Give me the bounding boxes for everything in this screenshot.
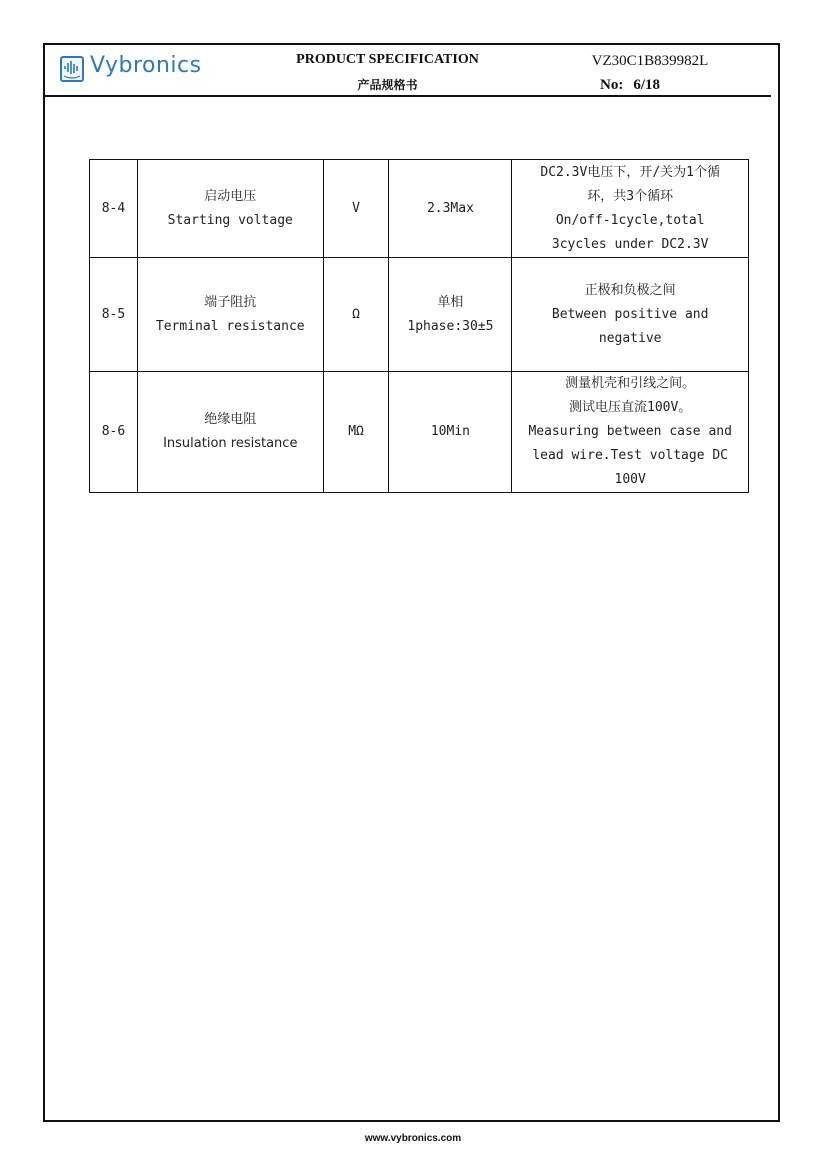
row-number: 8-6 <box>90 372 138 493</box>
specification-table <box>89 159 749 493</box>
page-number-label: No: <box>600 77 624 93</box>
page-number <box>600 77 700 94</box>
condition-line: 100V <box>614 472 646 487</box>
value-cell: 2.3Max <box>389 160 512 258</box>
header-divider <box>43 95 771 97</box>
page-number-value: 6/18 <box>633 77 660 93</box>
logo-icon <box>60 56 84 82</box>
condition-cell <box>512 160 749 258</box>
condition-line: 3cycles under DC2.3V <box>551 236 709 252</box>
unit-cell: Ω <box>323 258 389 372</box>
condition-line: DC2.3V电压下，开/关为1个循 <box>540 164 720 180</box>
item-name-en: Starting voltage <box>167 212 293 228</box>
spec-title: PRODUCT SPECIFICATION <box>296 52 479 67</box>
table-row <box>90 160 749 258</box>
table-row <box>90 372 749 493</box>
unit-cell: MΩ <box>323 372 389 493</box>
condition-cell <box>512 258 749 372</box>
condition-line: 测试电压直流100V。 <box>569 400 692 415</box>
unit-cell: V <box>323 160 389 258</box>
condition-line: lead wire.Test voltage DC <box>532 448 729 463</box>
condition-cell <box>512 372 749 493</box>
item-name-en: Insulation resistance <box>163 436 298 451</box>
condition-line: Measuring between case and <box>528 424 732 439</box>
footer-url: www.vybronics.com <box>364 1133 462 1144</box>
value-text: 1phase:30±5 <box>407 318 494 334</box>
table-row <box>90 258 749 372</box>
condition-line: 测量机壳和引线之间。 <box>565 376 696 391</box>
condition-line: Between positive and <box>551 306 709 322</box>
row-number: 8-4 <box>90 160 138 258</box>
spec-title-cn: 产品规格书 <box>357 78 418 92</box>
item-name-en: Terminal resistance <box>155 318 305 334</box>
value-cell: 10Min <box>389 372 512 493</box>
vybronics-logo <box>60 53 220 86</box>
item-name-cn: 端子阻抗 <box>204 294 257 310</box>
item-name-cn: 启动电压 <box>204 188 257 204</box>
row-number: 8-5 <box>90 258 138 372</box>
condition-line: 正极和负极之间 <box>584 282 676 298</box>
condition-line: negative <box>598 330 662 346</box>
document-code: VZ30C1B839982L <box>591 53 709 69</box>
condition-line: On/off-1cycle,total <box>555 212 705 228</box>
item-cell <box>137 372 323 493</box>
value-name-cn: 单相 <box>437 294 464 310</box>
item-cell <box>137 160 323 258</box>
item-cell <box>137 258 323 372</box>
condition-line: 环，共3个循环 <box>587 188 674 204</box>
logo-text: Vybronics <box>90 53 202 78</box>
value-cell <box>389 258 512 372</box>
item-name-cn: 绝缘电阻 <box>204 412 257 427</box>
